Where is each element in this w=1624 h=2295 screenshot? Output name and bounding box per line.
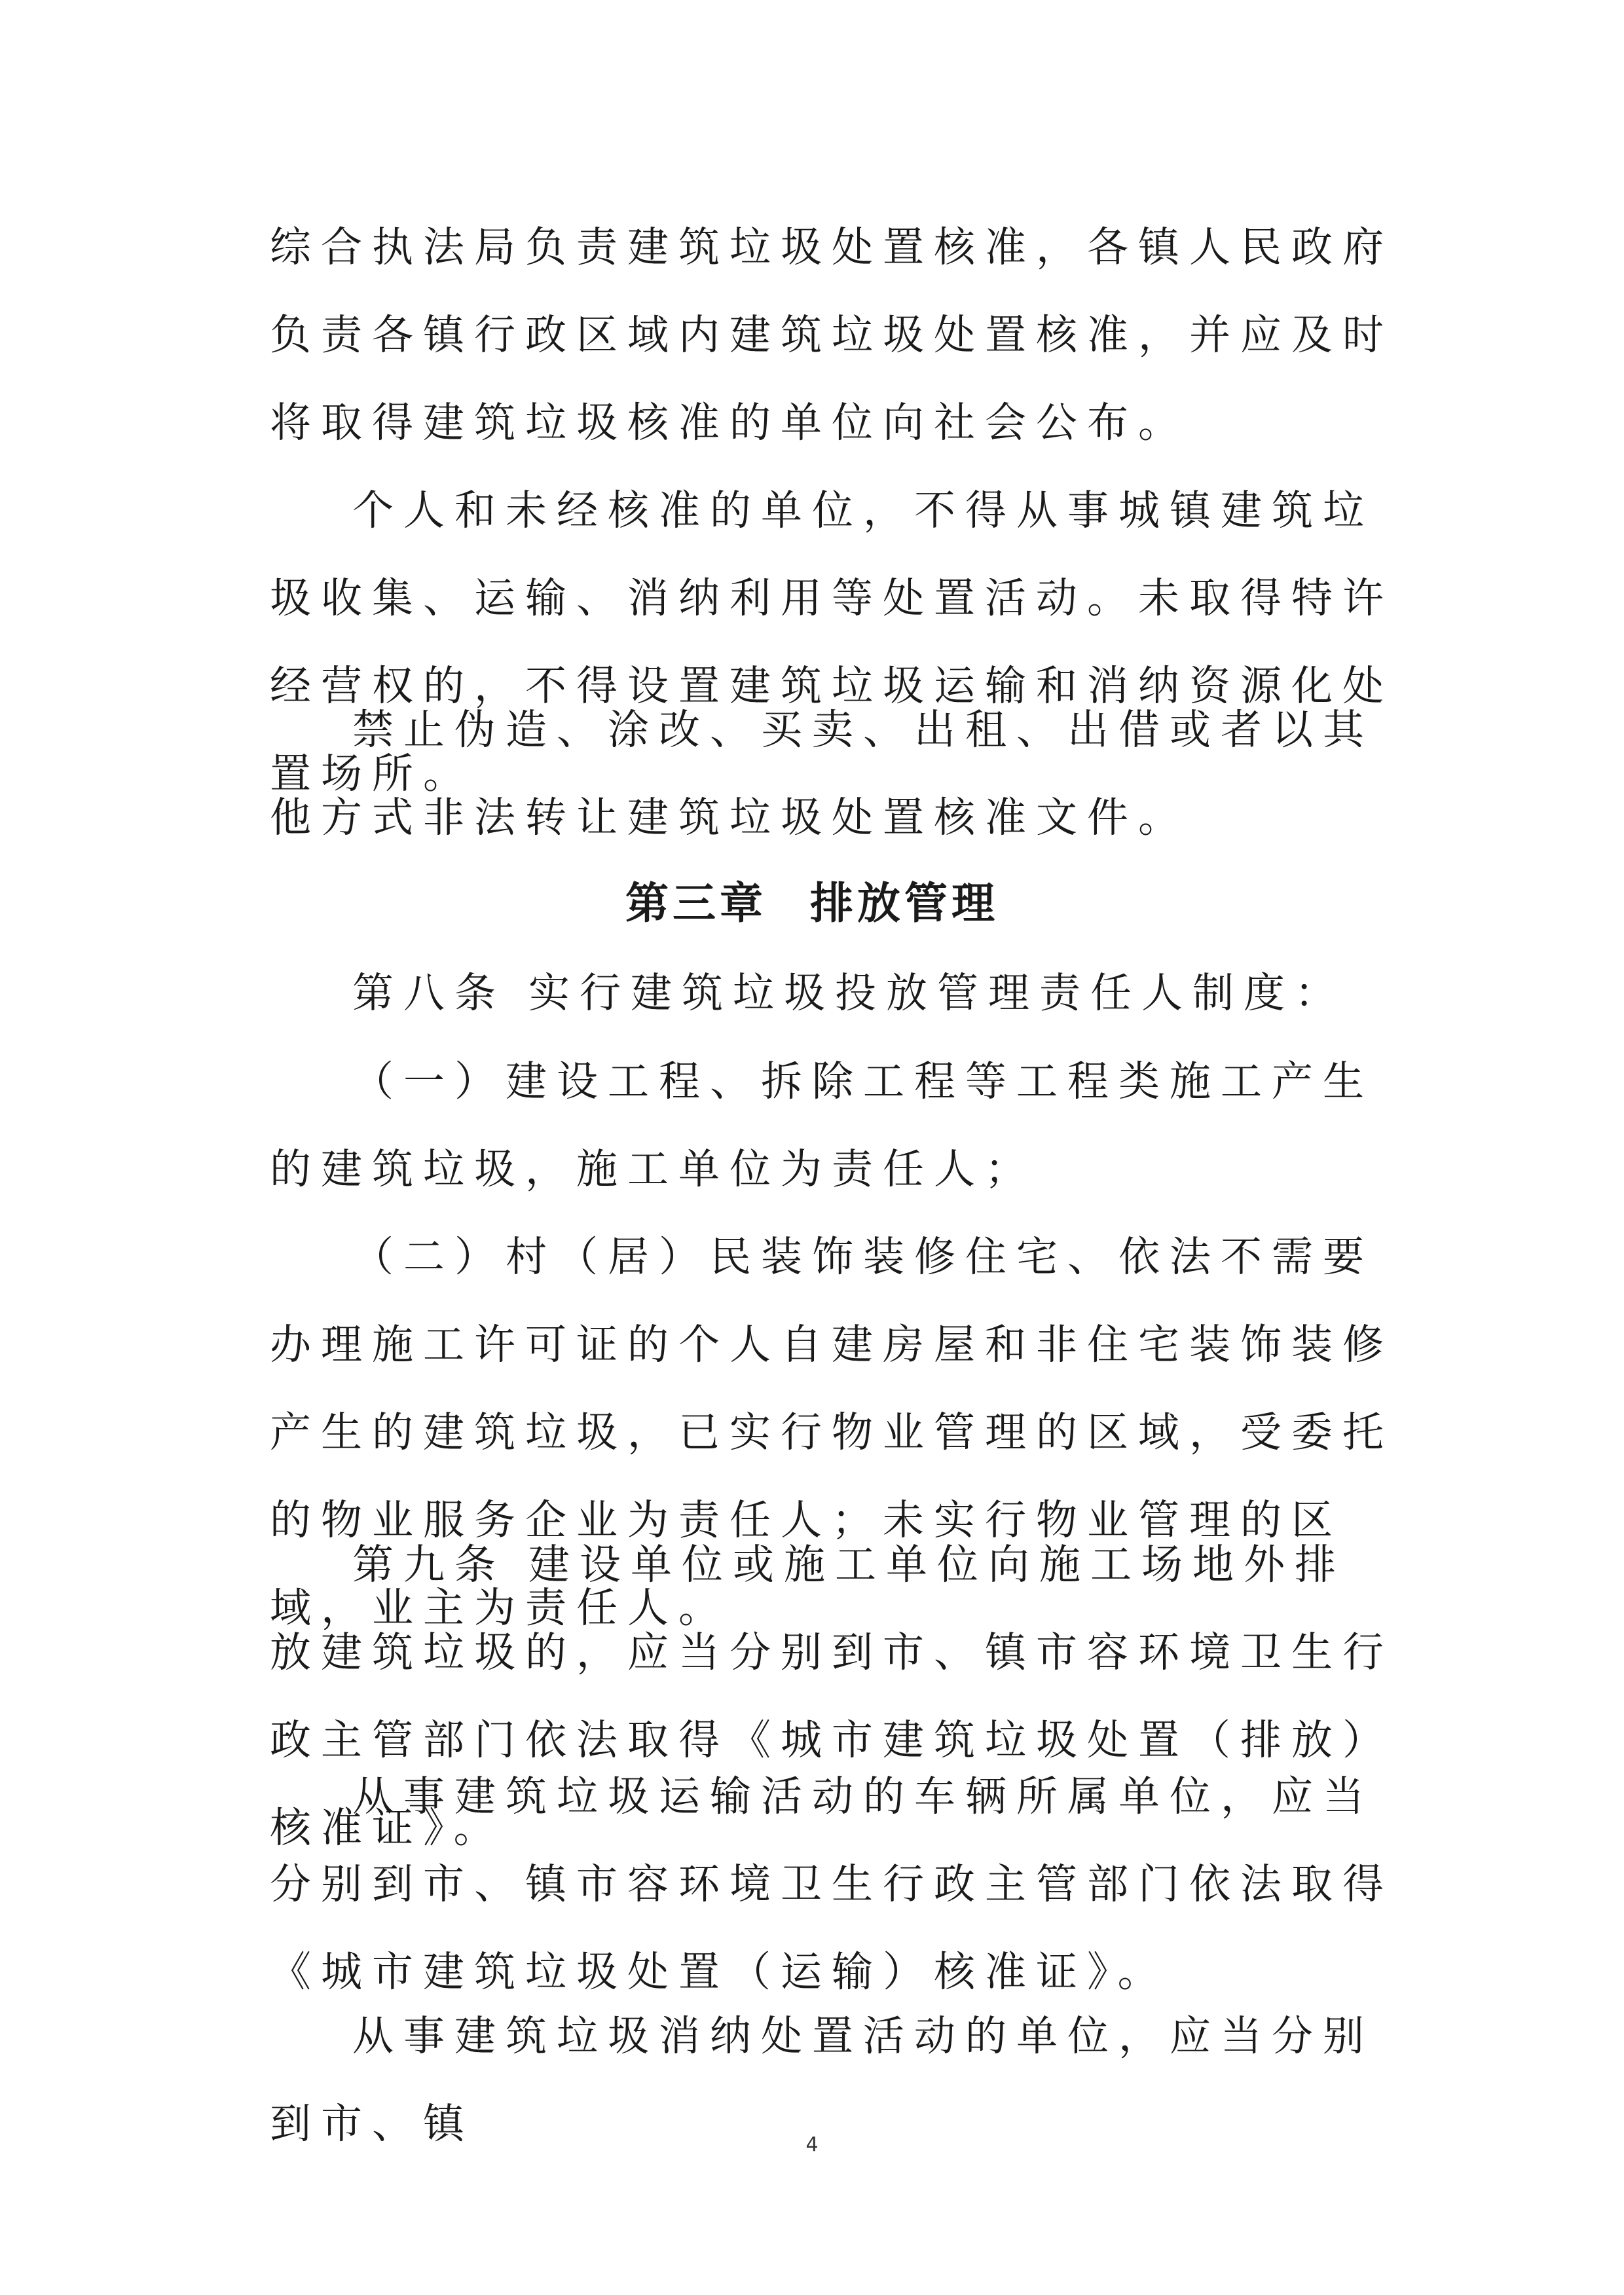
article-8-paragraph: 第八条 实行建筑垃圾投放管理责任人制度： <box>352 969 1346 1017</box>
chapter-title: 排放管理 <box>810 878 999 928</box>
paragraph-3: 禁止伪造、涂改、买卖、出租、出借或者以其他方式非法转让建筑垃圾处置核准文件。 <box>270 706 1374 841</box>
disposal-paragraph: 从事建筑垃圾消纳处置活动的单位，应当分别到市、镇 <box>270 2012 1374 2148</box>
transport-paragraph: 从事建筑垃圾运输活动的车辆所属单位，应当分别到市、镇市容环境卫生行政主管部门依法取得《城市建筑垃圾处置（运输）核准证》。 <box>270 1772 1393 1996</box>
paragraph-1: 综合执法局负责建筑垃圾处置核准，各镇人民政府负责各镇行政区域内建筑垃圾处置核准，并应及时将取得建筑垃圾核准的单位向社会公布。 <box>270 223 1393 447</box>
article-9-paragraph: 第九条 建设单位或施工单位向施工场地外排放建筑垃圾的，应当分别到市、镇市容环境卫生行政主管部门依法取得《城市建筑垃圾处置（排放）核准证》。 <box>270 1541 1393 1852</box>
paragraph-2: 个人和未经核准的单位，不得从事城镇建筑垃圾收集、运输、消纳利用等处置活动。未取得特许经营权的，不得设置建筑垃圾运输和消纳资源化处置场所。 <box>270 487 1393 798</box>
chapter-heading <box>0 864 1624 943</box>
article-8-item-2: （二）村（居）民装饰装修住宅、依法不需要办理施工许可证的个人自建房屋和非住宅装饰装修产生的建筑垃圾，已实行物业管理的区域，受委托的物业服务企业为责任人；未实行物业管理的区域，业主为责任人。 <box>270 1233 1393 1632</box>
page-number: 4 <box>805 2133 819 2156</box>
chapter-number: 第三章 <box>625 878 767 928</box>
article-8-item-1: （一）建设工程、拆除工程等工程类施工产生的建筑垃圾，施工单位为责任人； <box>270 1057 1374 1193</box>
